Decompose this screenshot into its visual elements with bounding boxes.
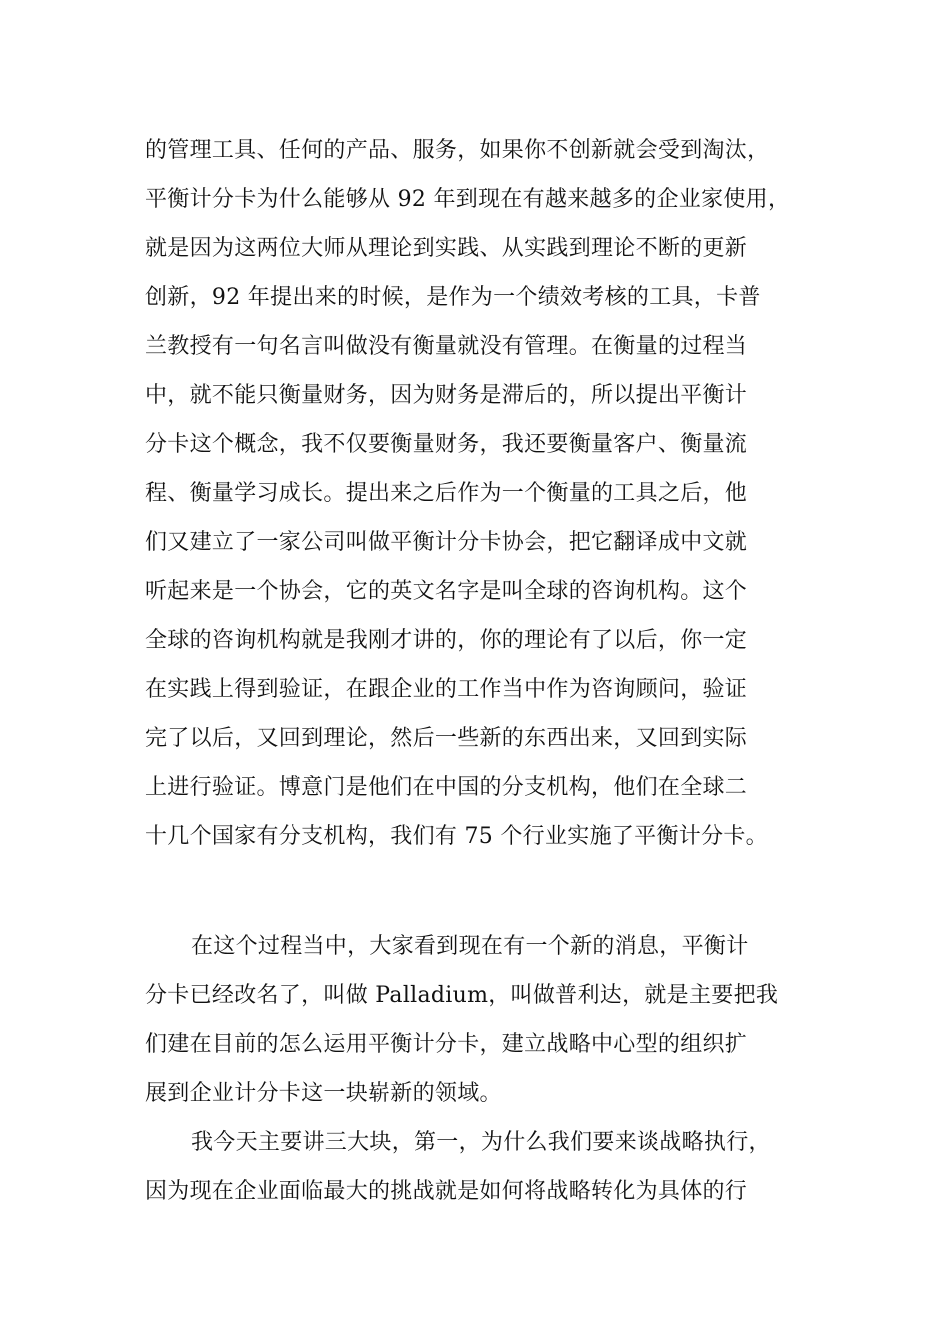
text-line: 全球的咨询机构就是我刚才讲的，你的理论有了以后，你一定: [145, 628, 748, 653]
text-line: 们又建立了一家公司叫做平衡计分卡协会，把它翻译成中文就: [145, 530, 748, 555]
text-line: 创新，92 年提出来的时候，是作为一个绩效考核的工具，卡普: [145, 285, 761, 310]
text-line: 分卡已经改名了，叫做 Palladium，叫做普利达，就是主要把我: [145, 983, 779, 1008]
text-line: 听起来是一个协会，它的英文名字是叫全球的咨询机构。这个: [145, 579, 748, 604]
text-line: 十几个国家有分支机构，我们有 75 个行业实施了平衡计分卡。: [145, 824, 768, 849]
paragraph-1: [145, 126, 835, 861]
text-line: 分卡这个概念，我不仅要衡量财务，我还要衡量客户、衡量流: [145, 432, 748, 457]
text-line: 上进行验证。博意门是他们在中国的分支机构，他们在全球二: [145, 775, 748, 800]
text-line: 完了以后，又回到理论，然后一些新的东西出来，又回到实际: [145, 726, 748, 751]
text-line: 我今天主要讲三大块，第一，为什么我们要来谈战略执行，: [191, 1130, 771, 1155]
text-line: 在实践上得到验证，在跟企业的工作当中作为咨询顾问，验证: [145, 677, 748, 702]
text-line: 的管理工具、任何的产品、服务，如果你不创新就会受到淘汰，: [145, 138, 770, 163]
text-line: 们建在目前的怎么运用平衡计分卡，建立战略中心型的组织扩: [145, 1032, 748, 1057]
paragraph-2: [145, 922, 835, 1118]
text-line: 兰教授有一句名言叫做没有衡量就没有管理。在衡量的过程当: [145, 334, 748, 359]
text-line: 就是因为这两位大师从理论到实践、从实践到理论不断的更新: [145, 236, 748, 261]
text-line: 因为现在企业面临最大的挑战就是如何将战略转化为具体的行: [145, 1179, 748, 1204]
text-line: 中，就不能只衡量财务，因为财务是滞后的，所以提出平衡计: [145, 383, 748, 408]
text-line: 展到企业计分卡这一块崭新的领域。: [145, 1081, 502, 1106]
text-line: 平衡计分卡为什么能够从 92 年到现在有越来越多的企业家使用，: [145, 187, 791, 212]
text-line: 程、衡量学习成长。提出来之后作为一个衡量的工具之后，他: [145, 481, 748, 506]
text-line: 在这个过程当中，大家看到现在有一个新的消息，平衡计: [191, 934, 749, 959]
paragraph-3: [145, 1118, 835, 1216]
